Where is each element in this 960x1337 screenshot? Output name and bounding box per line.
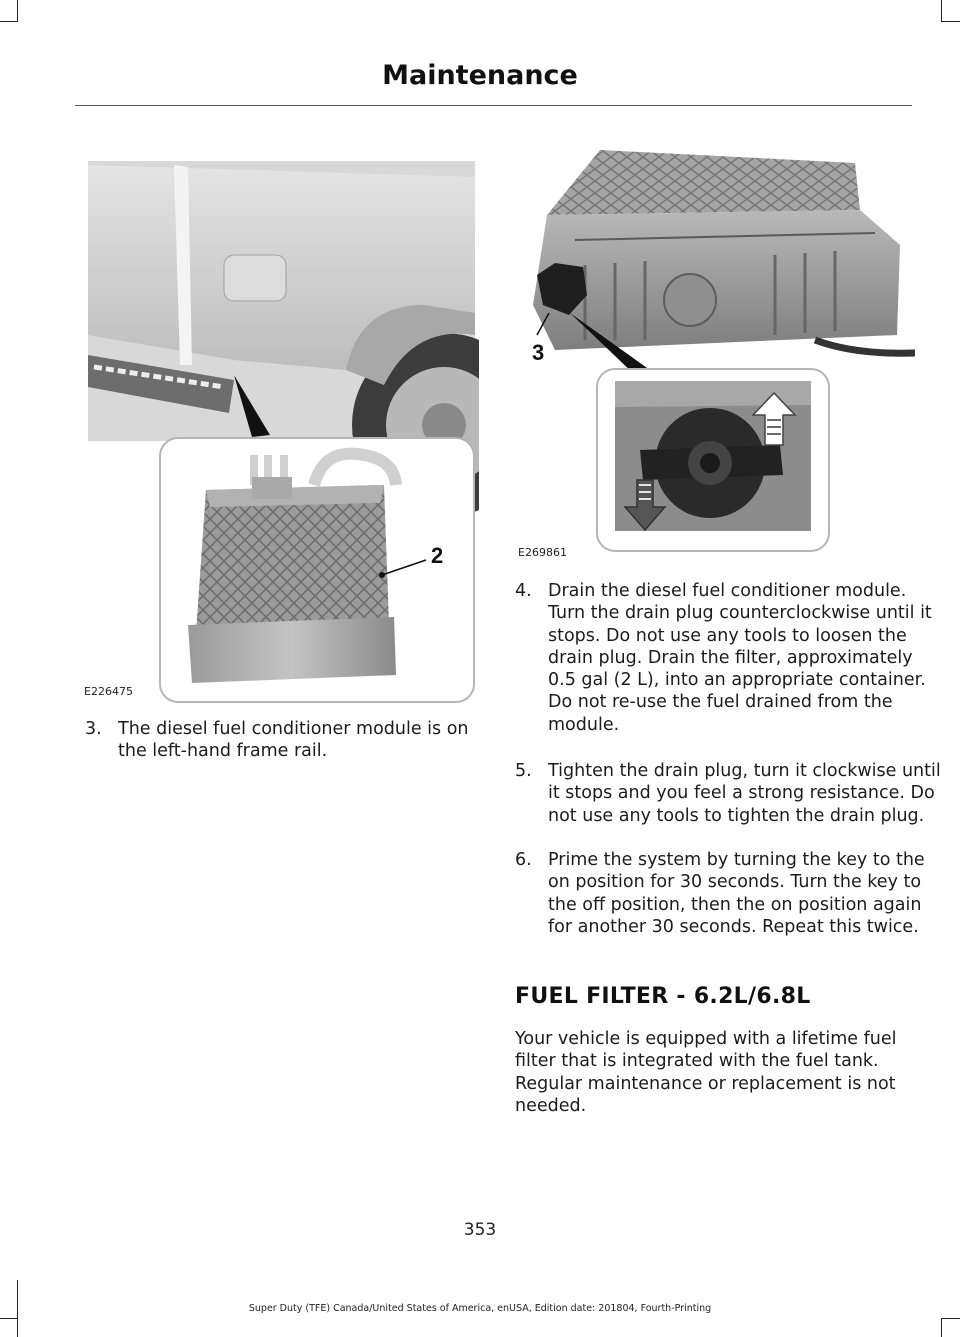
section-heading: FUEL FILTER - 6.2L/6.8L [515,984,811,1009]
step-text: Drain the diesel fuel conditioner module. Turn the drain plug counterclockwise until it stops. Do not use any tools to loosen the drain plug. Drain the filter, approximately 0.5 gal (2 L), into an appropriate container. Do not re-use the fuel drained from the module. [548,581,932,735]
step-4 [515,580,943,736]
step-5 [515,760,943,827]
step-number: 5. [515,761,532,781]
section-paragraph: Your vehicle is equipped with a lifetime fuel filter that is integrated with the fuel tank. Regular maintenance or replacement is not needed. [515,1029,897,1116]
crop-mark-top-left-h [0,21,18,22]
page-title: Maintenance [382,60,578,91]
step-number: 3. [85,719,102,739]
crop-mark-bottom-right-v [941,1318,942,1337]
crop-mark-top-right-v [941,0,942,22]
crop-mark-bottom-left-h [0,1318,18,1319]
callout-2: 2 [431,543,444,568]
step-number: 6. [515,850,532,870]
footer-text: Super Duty (TFE) Canada/United States of America, enUSA, Edition date: 201804, Fourth-Printing [248,1303,712,1314]
figure-truck-fuel-conditioner [84,155,479,705]
page-number: 353 [463,1220,497,1240]
module-drain-plug-illustration [515,145,915,565]
step-text: Prime the system by turning the key to the on position for 30 seconds. Turn the key to the off position, then the on position again for another 30 seconds. Repeat this twice. [548,850,925,937]
figure-code: E226475 [84,685,133,698]
callout-3: 3 [532,340,545,365]
crop-mark-bottom-right-h [941,1318,960,1319]
truck-and-module-illustration [84,155,479,705]
crop-mark-top-right-h [941,21,960,22]
step-6 [515,849,943,938]
figure-drain-plug [515,145,915,565]
step-text: Tighten the drain plug, turn it clockwise until it stops and you feel a strong resistance. Do not use any tools to tighten the drain plug. [548,761,941,826]
step-3 [85,718,498,763]
figure-code: E269861 [518,546,567,559]
title-divider [75,105,912,106]
step-number: 4. [515,581,532,601]
step-text: The diesel fuel conditioner module is on the left-hand frame rail. [118,719,469,762]
crop-mark-top-left-v [17,0,18,22]
